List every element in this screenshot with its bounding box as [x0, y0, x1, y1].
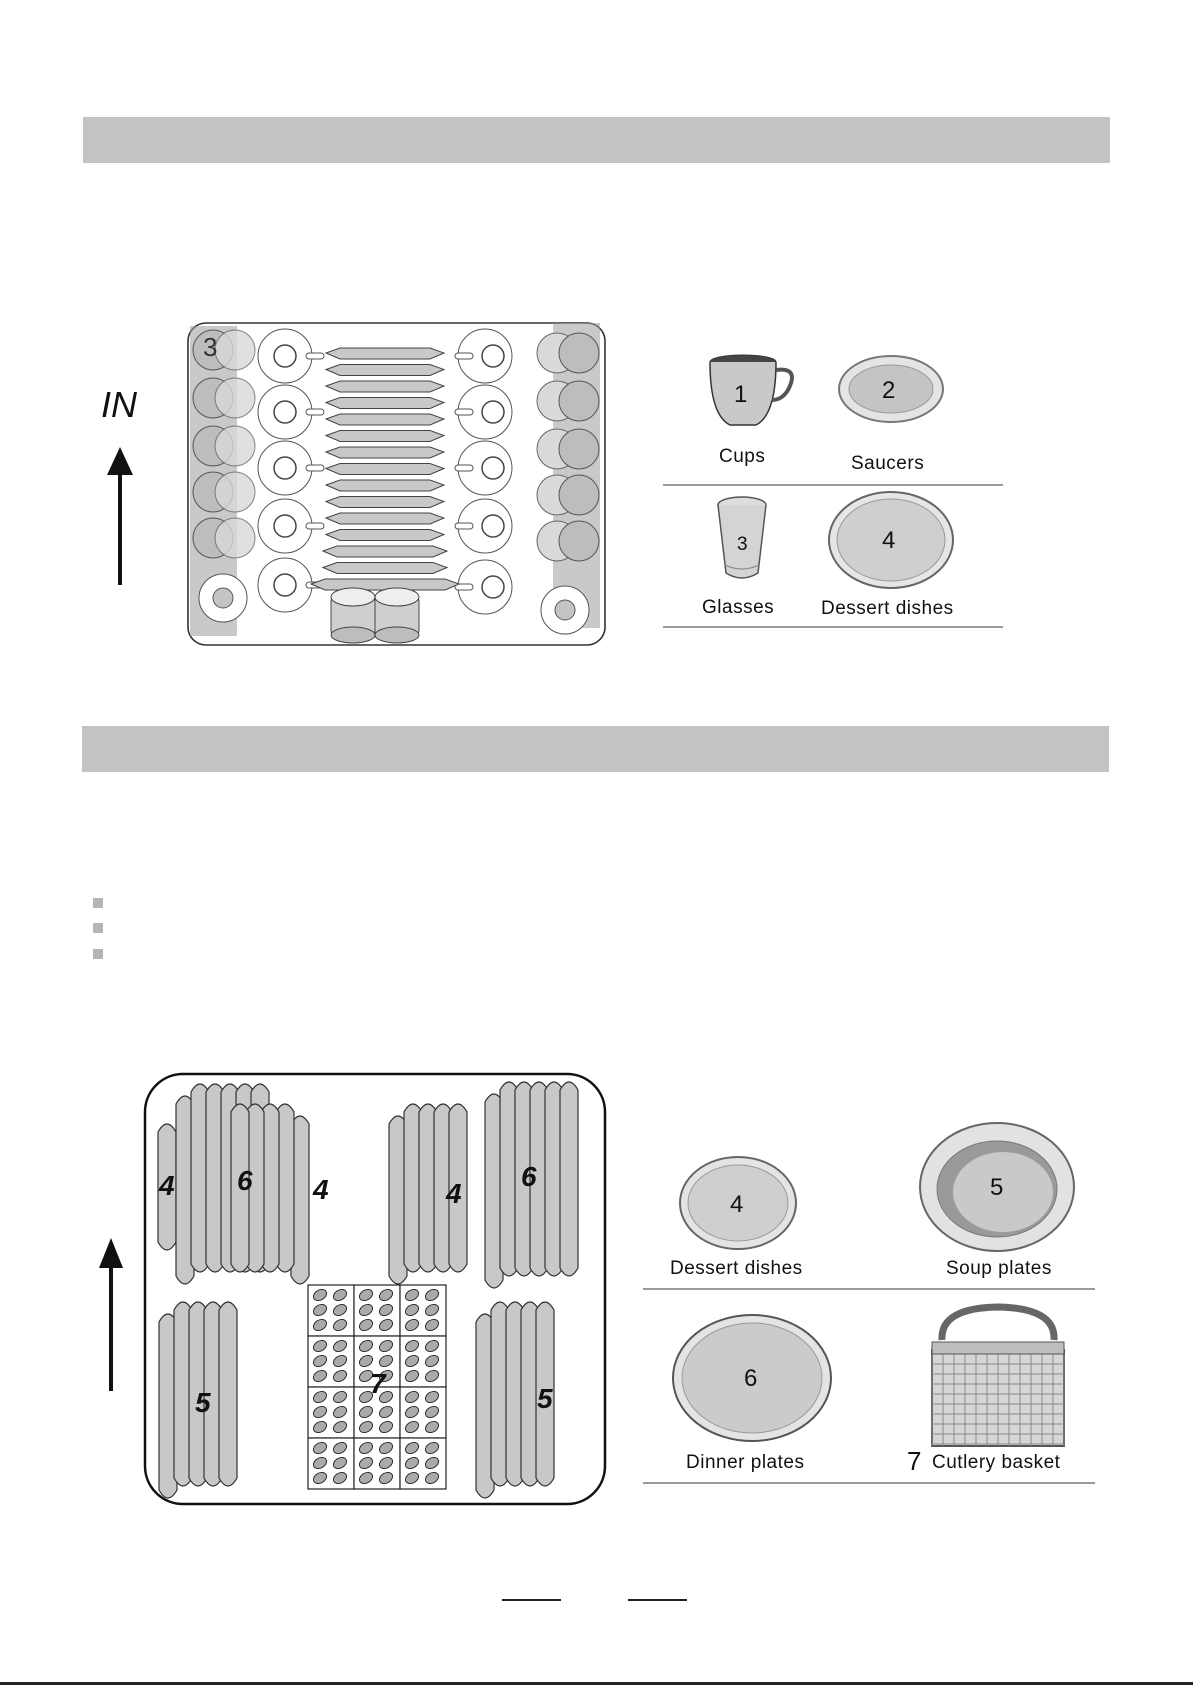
bullet-marker: [93, 949, 103, 959]
saucer-icon: [326, 431, 444, 442]
cup-icon: [555, 600, 575, 620]
saucer-icon: [326, 348, 444, 359]
plate-icon: [219, 1302, 237, 1486]
saucer-icon: [326, 513, 444, 524]
dessert-dish-number: 4: [730, 1191, 744, 1218]
saucer-icon: [326, 447, 444, 458]
cup-icon: [274, 457, 296, 479]
cup-icon: [375, 627, 419, 643]
cup-handle: [306, 409, 324, 415]
direction-indicator-lower: [98, 1238, 128, 1393]
rack-number-center-right: 4: [446, 1178, 462, 1209]
lower-legend-icons: [660, 1118, 1080, 1488]
rack-number-bottom-left: 5: [195, 1387, 211, 1418]
upper-rack-diagram: [185, 320, 610, 650]
saucer-icon: [326, 464, 444, 475]
cup-icon: [482, 457, 504, 479]
cup-handle: [306, 465, 324, 471]
arrow-up-icon: [99, 1238, 123, 1268]
saucer-icon: [323, 546, 447, 557]
legend-divider: [643, 1288, 1095, 1290]
cup-icon: [482, 515, 504, 537]
legend-divider: [663, 484, 1003, 486]
upper-rack-number: 3: [203, 332, 218, 362]
footer-rule-right: [628, 1599, 687, 1601]
glass-icon: [215, 378, 255, 418]
cup-handle: [455, 465, 473, 471]
saucer-icon: [326, 480, 444, 491]
saucer-icon: [326, 414, 444, 425]
cup-icon: [331, 627, 375, 643]
glass-icon: [215, 330, 255, 370]
legend-divider: [643, 1482, 1095, 1484]
cup-icon: [274, 345, 296, 367]
cup-icon: [331, 588, 375, 606]
bullet-marker: [93, 898, 103, 908]
legend-label-saucers: Saucers: [851, 453, 925, 474]
cup-icon: [482, 401, 504, 423]
section-header-band-lower: [82, 726, 1109, 772]
bullet-marker: [93, 923, 103, 933]
section-header-band-upper: [83, 117, 1110, 163]
cup-handle: [306, 353, 324, 359]
glass-number: 3: [737, 534, 748, 555]
glass-icon: [559, 475, 599, 515]
saucer-icon: [323, 563, 447, 574]
cup-handle: [306, 523, 324, 529]
saucer-number: 2: [882, 377, 896, 404]
glass-icon: [215, 472, 255, 512]
rack-number-right-big: 6: [521, 1161, 537, 1192]
legend-label-dessert-dishes: Dessert dishes: [821, 598, 954, 619]
legend-number-cutlery-basket: 7: [907, 1446, 922, 1476]
glass-icon: [559, 381, 599, 421]
cup-icon: [375, 588, 419, 606]
cup-icon: [482, 345, 504, 367]
rack-number-left-big: 6: [237, 1165, 253, 1196]
glass-icon: [559, 333, 599, 373]
cup-number: 1: [734, 381, 748, 408]
lower-rack-diagram: [143, 1070, 608, 1508]
glass-icon: [559, 521, 599, 561]
cup-handle: [455, 523, 473, 529]
saucer-icon: [311, 579, 459, 590]
cup-icon: [213, 588, 233, 608]
glass-icon: [215, 518, 255, 558]
cup-icon: [274, 574, 296, 596]
rack-number-bottom-right: 5: [537, 1383, 553, 1414]
plate-icon: [560, 1082, 578, 1276]
rack-number-center-left: 4: [313, 1174, 329, 1205]
arrow-shaft: [118, 473, 122, 585]
legend-label-glasses: Glasses: [702, 597, 775, 618]
cup-icon: [710, 355, 792, 425]
saucer-icon: [326, 381, 444, 392]
dessert-dish-number: 4: [882, 527, 896, 554]
upper-legend-icons: [660, 345, 1010, 595]
saucer-icon: [326, 497, 444, 508]
rack-number-left-small: 4: [159, 1170, 175, 1201]
soup-plate-number: 5: [990, 1174, 1004, 1201]
saucer-icon: [326, 530, 444, 541]
saucer-icon: [326, 365, 444, 376]
glass-icon: [215, 426, 255, 466]
arrow-up-icon: [107, 447, 133, 475]
cup-icon: [482, 576, 504, 598]
legend-label-dinner-plates: Dinner plates: [686, 1452, 805, 1473]
cup-handle: [455, 353, 473, 359]
rack-number-basket: 7: [370, 1368, 386, 1399]
direction-indicator-upper: [95, 385, 155, 590]
in-label: IN: [101, 385, 137, 425]
legend-divider: [663, 626, 1003, 628]
legend-label-dessert-dishes: Dessert dishes: [670, 1258, 803, 1279]
glass-icon: [559, 429, 599, 469]
cup-icon: [274, 401, 296, 423]
saucer-icon: [326, 398, 444, 409]
cup-icon: [274, 515, 296, 537]
footer-rule-left: [502, 1599, 561, 1601]
arrow-shaft: [109, 1266, 113, 1391]
legend-label-soup-plates: Soup plates: [946, 1258, 1052, 1279]
dinner-plate-number: 6: [744, 1365, 758, 1392]
legend-label-cups: Cups: [719, 446, 766, 467]
legend-label-cutlery-basket: Cutlery basket: [932, 1452, 1061, 1473]
cup-handle: [455, 409, 473, 415]
cutlery-basket-icon: [932, 1307, 1064, 1446]
